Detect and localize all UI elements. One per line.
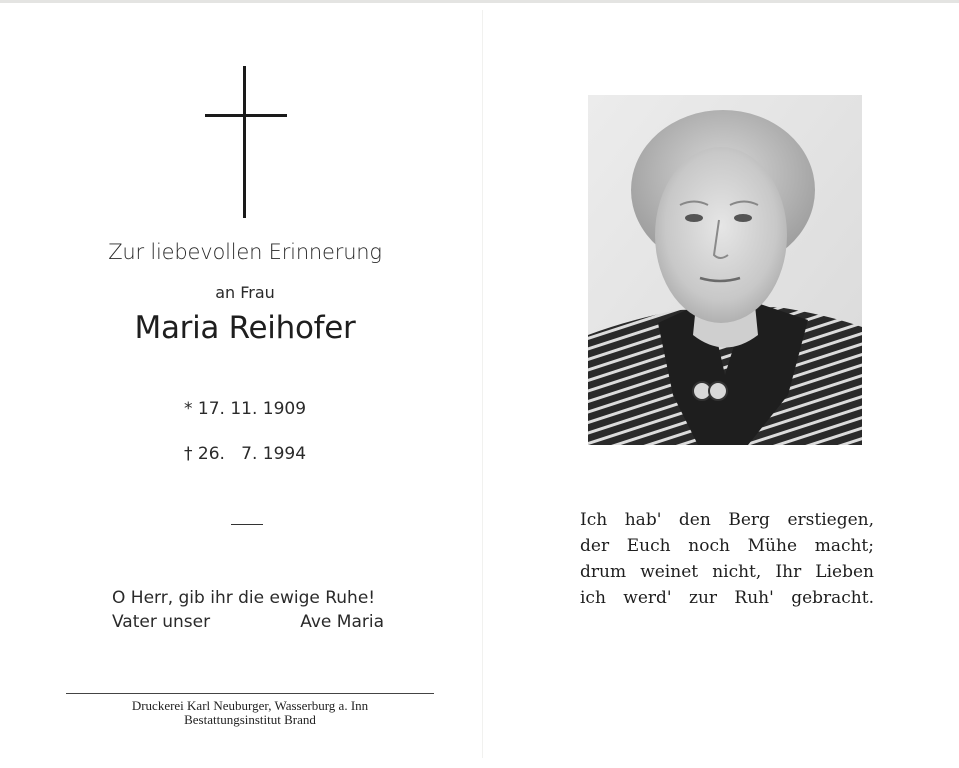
cross-icon xyxy=(205,66,287,218)
prayer-row xyxy=(112,612,384,632)
poem-line-4: ich werd' zur Ruh' gebracht. xyxy=(580,588,874,608)
printer-line-1: Druckerei Karl Neuburger, Wasserburg a. Inn xyxy=(131,698,369,713)
printer-imprint xyxy=(66,699,434,727)
birth-date: * 17. 11. 1909 xyxy=(184,399,307,419)
printer-rule xyxy=(66,693,434,694)
printer-line-2: Bestattungsinstitut Brand xyxy=(184,712,316,727)
poem-line-3: drum weinet nicht, Ihr Lieben xyxy=(580,562,874,582)
poem-line-1: Ich hab' den Berg erstiegen, xyxy=(580,510,874,530)
poem-line-2: der Euch noch Mühe macht; xyxy=(580,536,874,556)
portrait-photo xyxy=(588,95,862,445)
card-top-edge xyxy=(0,0,959,3)
prayer-left: Vater unser xyxy=(112,612,211,632)
prayer-text: O Herr, gib ihr die ewige Ruhe! xyxy=(112,588,376,608)
poem xyxy=(580,507,874,611)
salutation-text: an Frau xyxy=(215,283,275,302)
card-fold-line xyxy=(482,10,483,758)
cross-vertical-bar xyxy=(243,66,246,218)
prayer-right: Ave Maria xyxy=(300,612,384,632)
deceased-name: Maria Reihofer xyxy=(134,310,356,346)
divider-rule xyxy=(231,524,263,525)
death-date: † 26. 7. 1994 xyxy=(184,444,307,464)
cross-horizontal-bar xyxy=(205,114,287,117)
intro-text: Zur liebevollen Erinnerung xyxy=(108,240,382,264)
